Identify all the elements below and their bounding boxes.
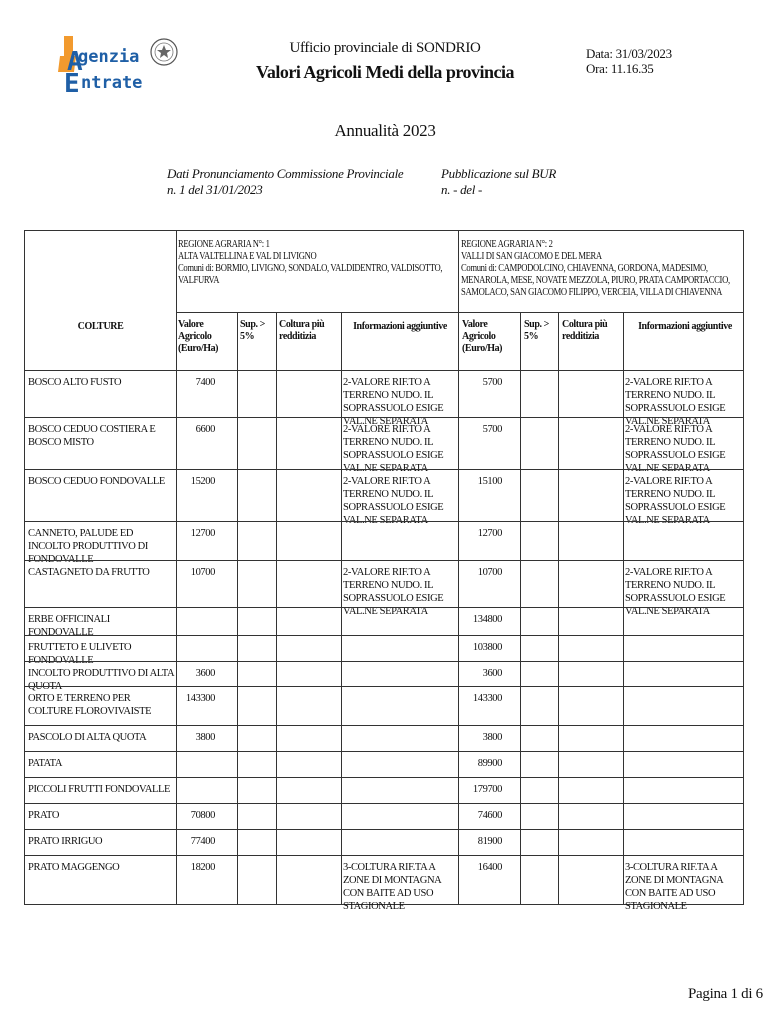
row-divider (25, 661, 743, 662)
row-colture-name: PASCOLO DI ALTA QUOTA (28, 732, 147, 743)
region-1-code: REGIONE AGRARIA N°: 1 (178, 239, 270, 250)
row-colture-name: ERBE OFFICINALI FONDOVALLE (28, 614, 110, 638)
publication-info (441, 166, 556, 198)
region-1-header (178, 239, 456, 287)
col-divider (237, 312, 238, 904)
row-info-region-1: 2-VALORE RIF.TO A TERRENO NUDO. IL SOPRASSUOLO ESIGE VAL.NE SEPARATA (343, 567, 444, 617)
col-divider (558, 312, 559, 904)
row-value-region-1: 77400 (190, 836, 215, 847)
col-divider (276, 312, 277, 904)
row-colture-name: INCOLTO PRODUTTIVO DI ALTA QUOTA (28, 668, 174, 692)
region-2-code: REGIONE AGRARIA N°: 2 (461, 239, 553, 250)
sup-header-r1: Sup. > 5% (240, 319, 265, 342)
publication-line2: n. - del - (441, 182, 483, 197)
col-divider (520, 312, 521, 904)
row-value-region-2: 16400 (477, 862, 502, 873)
logo-letter-a: A (67, 47, 83, 77)
coltura-header-r1: Coltura più redditizia (279, 319, 325, 342)
row-divider (25, 725, 743, 726)
row-info-region-1: 2-VALORE RIF.TO A TERRENO NUDO. IL SOPRASSUOLO ESIGE VAL.NE SEPARATA (343, 377, 444, 427)
row-divider (25, 635, 743, 636)
coltura-header-r2: Coltura più redditizia (562, 319, 608, 342)
row-info-region-2: 3-COLTURA RIF.TA A ZONE DI MONTAGNA CON BAITE AD USO STAGIONALE (625, 862, 723, 912)
page-title: Valori Agricoli Medi della provincia (256, 62, 514, 82)
page-number: Pagina 1 di 6 (688, 986, 763, 1002)
row-value-region-2: 5700 (482, 377, 502, 388)
row-value-region-2: 143300 (472, 693, 502, 704)
logo-letter-e: E (64, 69, 80, 98)
logo-word-genzia: genzia (78, 47, 140, 67)
row-info-region-1: 3-COLTURA RIF.TA A ZONE DI MONTAGNA CON BAITE AD USO STAGIONALE (343, 862, 441, 912)
row-info-region-1: 2-VALORE RIF.TO A TERRENO NUDO. IL SOPRASSUOLO ESIGE VAL.NE SEPARATA (343, 424, 444, 474)
row-info-region-1: 2-VALORE RIF.TO A TERRENO NUDO. IL SOPRASSUOLO ESIGE VAL.NE SEPARATA (343, 476, 444, 526)
region-1-comuni: Comuni di: BORMIO, LIVIGNO, SONDALO, VALDIDENTRO, VALDISOTTO, VALFURVA (178, 263, 443, 286)
row-value-region-2: 5700 (482, 424, 502, 435)
row-divider (25, 560, 743, 561)
row-value-region-2: 3600 (482, 668, 502, 679)
row-value-region-1: 12700 (190, 528, 215, 539)
valore-header-r1: Valore Agricolo (Euro/Ha) (178, 319, 219, 354)
pronouncement-info (167, 166, 403, 198)
row-colture-name: CANNETO, PALUDE ED INCOLTO PRODUTTIVO DI FONDOVALLE (28, 528, 148, 565)
row-colture-name: FRUTTETO E ULIVETO FONDOVALLE (28, 642, 132, 666)
info-header-r2: Informazioni aggiuntive (638, 321, 732, 332)
row-value-region-1: 10700 (190, 567, 215, 578)
pronouncement-line1: Dati Pronunciamento Commissione Provinciale (167, 166, 404, 181)
row-value-region-2: 10700 (477, 567, 502, 578)
row-divider (25, 521, 743, 522)
year-heading: Annualità 2023 (334, 121, 436, 140)
row-value-region-2: 15100 (477, 476, 502, 487)
region-2-header (461, 239, 743, 299)
row-value-region-2: 179700 (472, 784, 502, 795)
info-header-r1: Informazioni aggiuntive (353, 321, 447, 332)
row-colture-name: BOSCO ALTO FUSTO (28, 377, 122, 388)
row-value-region-2: 81900 (477, 836, 502, 847)
row-value-region-1: 6600 (195, 424, 215, 435)
row-colture-name: CASTAGNETO DA FRUTTO (28, 567, 150, 578)
logo-word-ntrate: ntrate (81, 73, 143, 93)
row-colture-name: PICCOLI FRUTTI FONDOVALLE (28, 784, 171, 795)
row-value-region-2: 103800 (472, 642, 502, 653)
row-colture-name: BOSCO CEDUO COSTIERA E BOSCO MISTO (28, 424, 156, 448)
row-colture-name: PRATO MAGGENGO (28, 862, 120, 873)
row-divider (25, 829, 743, 830)
row-value-region-2: 134800 (472, 614, 502, 625)
row-divider (25, 686, 743, 687)
region-1-name: ALTA VALTELLINA E VAL DI LIVIGNO (178, 251, 317, 262)
row-value-region-1: 3600 (195, 668, 215, 679)
row-value-region-1: 143300 (185, 693, 215, 704)
date-time-block (586, 46, 672, 76)
row-colture-name: PATATA (28, 758, 63, 769)
valore-header-r2: Valore Agricolo (Euro/Ha) (462, 319, 503, 354)
row-info-region-2: 2-VALORE RIF.TO A TERRENO NUDO. IL SOPRASSUOLO ESIGE VAL.NE SEPARATA (625, 476, 726, 526)
row-value-region-1: 7400 (195, 377, 215, 388)
report-date: Data: 31/03/2023 (586, 46, 672, 61)
row-value-region-2: 3800 (482, 732, 502, 743)
row-colture-name: PRATO (28, 810, 60, 821)
row-value-region-1: 3800 (195, 732, 215, 743)
region-2-name: VALLI DI SAN GIACOMO E DEL MERA (461, 251, 602, 262)
row-divider (25, 417, 743, 418)
row-value-region-1: 70800 (190, 810, 215, 821)
row-colture-name: BOSCO CEDUO FONDOVALLE (28, 476, 165, 487)
publication-line1: Pubblicazione sul BUR (441, 166, 557, 181)
col-divider (623, 312, 624, 904)
row-colture-name: PRATO IRRIGUO (28, 836, 103, 847)
col-divider (341, 312, 342, 904)
row-value-region-2: 74600 (477, 810, 502, 821)
row-value-region-2: 89900 (477, 758, 502, 769)
region-2-comuni: Comuni di: CAMPODOLCINO, CHIAVENNA, GORDONA, MADESIMO, MENAROLA, MESE, NOVATE MEZZOLA, PIURO, PRATA CAMPORTACCIO, SAMOLACO, SAN GIACOMO FILIPPO, VERCEIA, VILLA DI CHIAVENNA (461, 263, 730, 298)
values-table (24, 230, 744, 912)
row-info-region-2: 2-VALORE RIF.TO A TERRENO NUDO. IL SOPRASSUOLO ESIGE VAL.NE SEPARATA (625, 424, 726, 474)
row-divider (25, 469, 743, 470)
row-info-region-2: 2-VALORE RIF.TO A TERRENO NUDO. IL SOPRASSUOLO ESIGE VAL.NE SEPARATA (625, 567, 726, 617)
colture-header: COLTURE (77, 321, 124, 332)
row-info-region-2: 2-VALORE RIF.TO A TERRENO NUDO. IL SOPRASSUOLO ESIGE VAL.NE SEPARATA (625, 377, 726, 427)
header-divider (25, 370, 743, 371)
pronouncement-line2: n. 1 del 31/01/2023 (167, 182, 263, 197)
row-colture-name: ORTO E TERRENO PER COLTURE FLOROVIVAISTE (28, 693, 152, 717)
row-divider (25, 751, 743, 752)
row-divider (25, 607, 743, 608)
report-time: Ora: 11.16.35 (586, 61, 654, 76)
office-name-text: Ufficio provinciale di SONDRIO (289, 40, 481, 56)
row-divider (25, 777, 743, 778)
row-value-region-1: 18200 (190, 862, 215, 873)
row-value-region-1: 15200 (190, 476, 215, 487)
sup-header-r2: Sup. > 5% (524, 319, 549, 342)
row-divider (25, 803, 743, 804)
row-value-region-2: 12700 (477, 528, 502, 539)
region-divider (176, 312, 743, 313)
row-divider (25, 855, 743, 856)
